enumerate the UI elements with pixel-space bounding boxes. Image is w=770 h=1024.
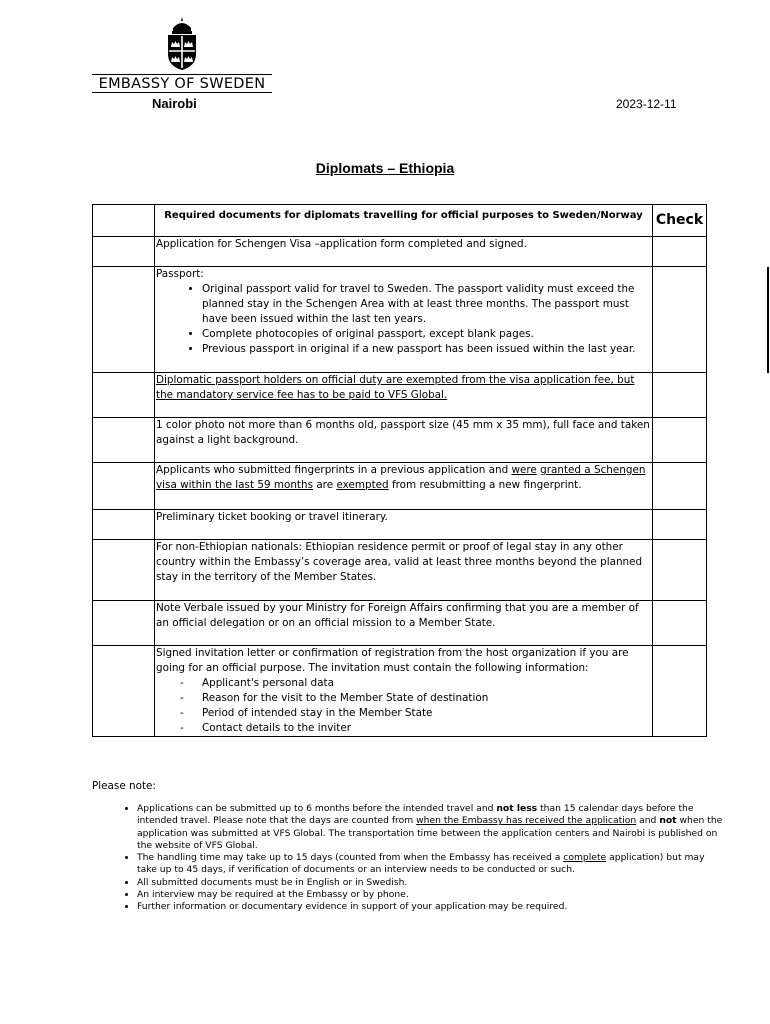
requirement-text: 1 color photo not more than 6 months old, passport size (45 mm x 35 mm), full face and taken against a light background. xyxy=(155,418,653,463)
table-row xyxy=(93,601,707,646)
table-row xyxy=(93,237,707,267)
list-item: • Previous passport in original if a new passport has been issued within the last year. xyxy=(202,342,651,357)
list-item: - Contact details to the inviter xyxy=(202,721,651,736)
requirement-text: Preliminary ticket booking or travel itinerary. xyxy=(155,510,653,540)
passport-list xyxy=(156,282,651,357)
check-cell[interactable] xyxy=(653,540,707,601)
list-item: • The handling time may take up to 15 days (counted from when the Embassy has received a complete application) but may take up to 45 days, if verification of documents or an interview needs to be conducted or such. xyxy=(137,852,727,877)
notes-list xyxy=(92,803,727,914)
swedish-royal-crest-icon xyxy=(162,16,202,72)
check-cell[interactable] xyxy=(653,267,707,373)
table-row xyxy=(93,646,707,737)
list-item: - Period of intended stay in the Member State xyxy=(202,706,651,721)
table-row xyxy=(93,373,707,418)
list-item: • Further information or documentary evidence in support of your application may be required. xyxy=(137,901,727,913)
table-row xyxy=(93,463,707,510)
list-item: - Reason for the visit to the Member State of destination xyxy=(202,691,651,706)
table-row xyxy=(93,267,707,373)
table-row xyxy=(93,418,707,463)
requirement-text: Note Verbale issued by your Ministry for Foreign Affairs confirming that you are a member of an official delegation or on an official mission to a Member State. xyxy=(155,601,653,646)
required-documents-table xyxy=(92,204,707,737)
list-item: - Applicant's personal data xyxy=(202,676,651,691)
page-title: Diplomats – Ethiopia xyxy=(315,160,455,176)
list-item: • Applications can be submitted up to 6 months before the intended travel and not less than 15 calendar days before the intended travel. Please note that the days are counted from when the Embassy has received the application and not when the application was submitted at VFS Global. The transportation time between the application centers and Nairobi is published on the website of VFS Global. xyxy=(137,803,727,852)
city-name: Nairobi xyxy=(152,96,197,111)
check-cell[interactable] xyxy=(653,601,707,646)
requirement-text: Diplomatic passport holders on official duty are exempted from the visa application fee, but the mandatory service fee has to be paid to VFS Global. xyxy=(155,373,653,418)
number-cell xyxy=(93,205,155,237)
embassy-name: EMBASSY OF SWEDEN xyxy=(92,74,272,93)
table-header: Required documents for diplomats travelling for official purposes to Sweden/Norway xyxy=(155,205,653,237)
check-cell[interactable] xyxy=(653,510,707,540)
check-header: Check xyxy=(653,205,707,237)
table-header-row xyxy=(93,205,707,237)
table-row xyxy=(93,510,707,540)
requirement-text: Signed invitation letter or confirmation of registration from the host organization if you are going for an official purpose. The invitation must contain the following information: - Applicant's personal data - Reason for the visit to the Member State of destination - Period of intended stay in the Member State - Contact details to the inviter xyxy=(155,646,653,737)
table-row xyxy=(93,540,707,601)
check-cell[interactable] xyxy=(653,418,707,463)
invitation-list xyxy=(156,676,651,736)
check-cell[interactable] xyxy=(653,373,707,418)
list-item: • All submitted documents must be in English or in Swedish. xyxy=(137,877,727,889)
check-cell[interactable] xyxy=(653,237,707,267)
notes-heading: Please note: xyxy=(92,780,156,792)
embassy-logo xyxy=(92,16,272,93)
list-item: • Complete photocopies of original passport, except blank pages. xyxy=(202,327,651,342)
requirement-text: For non-Ethiopian nationals: Ethiopian residence permit or proof of legal stay in any other country within the Embassy’s coverage area, valid at least three months beyond the planned stay in the territory of the Member States. xyxy=(155,540,653,601)
list-item: • An interview may be required at the Embassy or by phone. xyxy=(137,889,727,901)
list-item: • Original passport valid for travel to Sweden. The passport validity must exceed the planned stay in the Schengen Area with at least three months. The passport must have been issued within the last ten years. xyxy=(202,282,651,327)
requirement-text: Application for Schengen Visa –application form completed and signed. xyxy=(155,237,653,267)
check-cell[interactable] xyxy=(653,646,707,737)
document-date: 2023-12-11 xyxy=(616,97,677,111)
margin-bar xyxy=(767,267,769,373)
requirement-text: Passport: • Original passport valid for travel to Sweden. The passport validity must exceed the planned stay in the Schengen Area with at least three months. The passport must have been issued within the last ten years. • Complete photocopies of original passport, except blank pages. • Previous passport in original if a new passport has been issued within the last year. xyxy=(155,267,653,373)
requirement-text: Applicants who submitted fingerprints in a previous application and were granted a Schengen visa within the last 59 months are exempted from resubmitting a new fingerprint. xyxy=(155,463,653,510)
check-cell[interactable] xyxy=(653,463,707,510)
